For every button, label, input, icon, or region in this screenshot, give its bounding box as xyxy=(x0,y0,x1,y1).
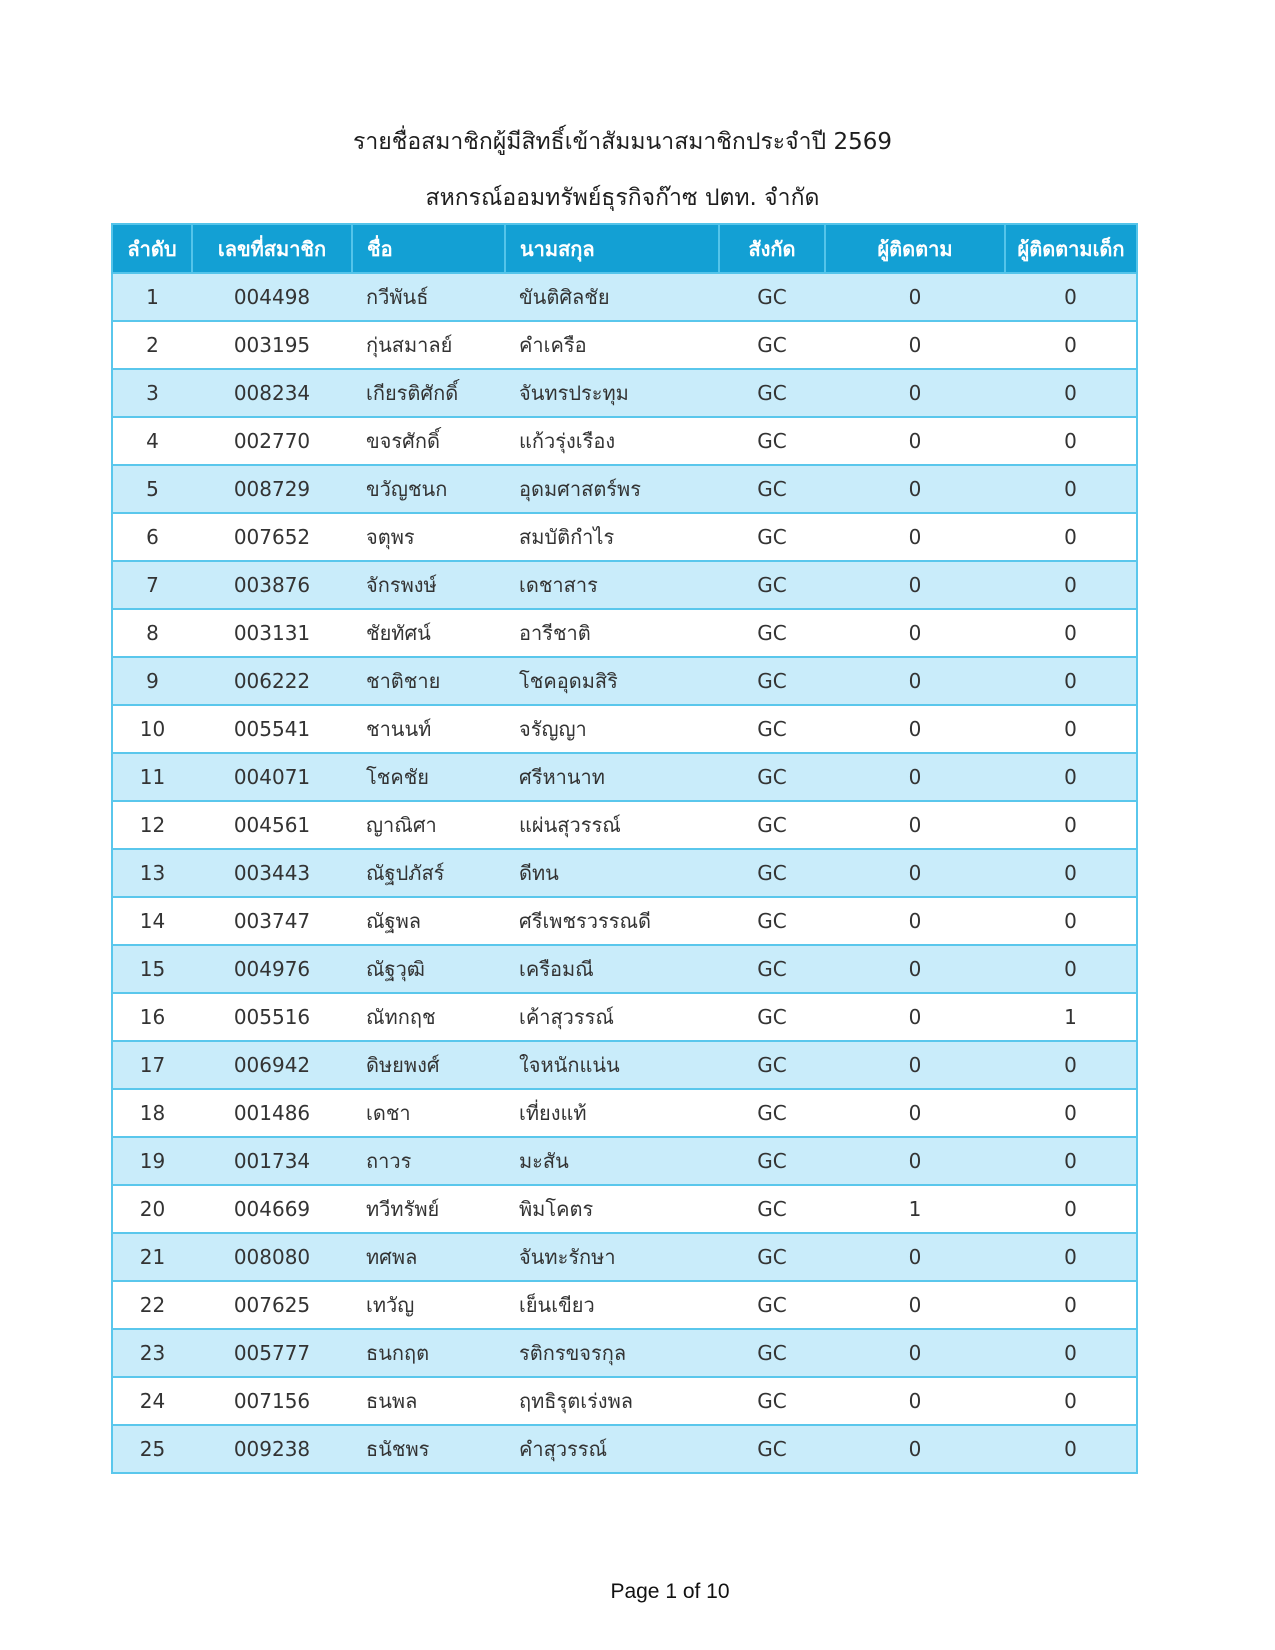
cell-order: 2 xyxy=(112,321,192,369)
header-row xyxy=(112,224,1137,273)
cell-companions: 0 xyxy=(825,1281,1005,1329)
column-header-affiliation: สังกัด xyxy=(719,224,825,273)
cell-child-companions: 0 xyxy=(1005,1425,1137,1473)
cell-affiliation: GC xyxy=(719,705,825,753)
cell-last-name: รติกรขจรกุล xyxy=(505,1329,719,1377)
column-header-last-name: นามสกุล xyxy=(505,224,719,273)
cell-first-name: กุ่นสมาลย์ xyxy=(352,321,505,369)
cell-child-companions: 0 xyxy=(1005,417,1137,465)
table-row xyxy=(112,801,1137,849)
cell-order: 15 xyxy=(112,945,192,993)
table-row xyxy=(112,1329,1137,1377)
cell-order: 9 xyxy=(112,657,192,705)
cell-child-companions: 0 xyxy=(1005,801,1137,849)
cell-affiliation: GC xyxy=(719,609,825,657)
table-row xyxy=(112,705,1137,753)
cell-last-name: พิมโคตร xyxy=(505,1185,719,1233)
cell-first-name: ชานนท์ xyxy=(352,705,505,753)
cell-child-companions: 0 xyxy=(1005,561,1137,609)
cell-order: 17 xyxy=(112,1041,192,1089)
cell-child-companions: 0 xyxy=(1005,1281,1137,1329)
table-row xyxy=(112,369,1137,417)
table-row xyxy=(112,1281,1137,1329)
cell-affiliation: GC xyxy=(719,1041,825,1089)
cell-first-name: เกียรติศักดิ์ xyxy=(352,369,505,417)
table-row xyxy=(112,465,1137,513)
cell-last-name: อารีชาติ xyxy=(505,609,719,657)
cell-affiliation: GC xyxy=(719,1377,825,1425)
cell-first-name: ถาวร xyxy=(352,1137,505,1185)
cell-member-id: 007156 xyxy=(192,1377,352,1425)
cell-companions: 0 xyxy=(825,1329,1005,1377)
cell-companions: 0 xyxy=(825,369,1005,417)
cell-child-companions: 0 xyxy=(1005,369,1137,417)
cell-companions: 0 xyxy=(825,801,1005,849)
cell-order: 22 xyxy=(112,1281,192,1329)
table-row xyxy=(112,1041,1137,1089)
cell-first-name: ทวีทรัพย์ xyxy=(352,1185,505,1233)
cell-member-id: 003195 xyxy=(192,321,352,369)
cell-companions: 0 xyxy=(825,705,1005,753)
cell-affiliation: GC xyxy=(719,321,825,369)
cell-companions: 0 xyxy=(825,657,1005,705)
table-row xyxy=(112,321,1137,369)
cell-companions: 0 xyxy=(825,417,1005,465)
cell-member-id: 008234 xyxy=(192,369,352,417)
cell-affiliation: GC xyxy=(719,1137,825,1185)
cell-last-name: ศรีหานาท xyxy=(505,753,719,801)
cell-child-companions: 0 xyxy=(1005,513,1137,561)
table-row xyxy=(112,417,1137,465)
cell-first-name: ณัทกฤช xyxy=(352,993,505,1041)
cell-affiliation: GC xyxy=(719,1329,825,1377)
cell-order: 24 xyxy=(112,1377,192,1425)
cell-affiliation: GC xyxy=(719,897,825,945)
cell-child-companions: 0 xyxy=(1005,1329,1137,1377)
cell-order: 3 xyxy=(112,369,192,417)
table-row xyxy=(112,1233,1137,1281)
cell-affiliation: GC xyxy=(719,1185,825,1233)
cell-last-name: เดชาสาร xyxy=(505,561,719,609)
cell-affiliation: GC xyxy=(719,465,825,513)
cell-first-name: กวีพันธ์ xyxy=(352,273,505,321)
member-table-container xyxy=(111,223,1136,1474)
cell-last-name: จันทะรักษา xyxy=(505,1233,719,1281)
cell-child-companions: 0 xyxy=(1005,1089,1137,1137)
cell-first-name: ญาณิศา xyxy=(352,801,505,849)
cell-order: 5 xyxy=(112,465,192,513)
cell-first-name: ชาติชาย xyxy=(352,657,505,705)
cell-member-id: 004071 xyxy=(192,753,352,801)
cell-member-id: 007652 xyxy=(192,513,352,561)
cell-child-companions: 0 xyxy=(1005,273,1137,321)
cell-member-id: 003876 xyxy=(192,561,352,609)
cell-last-name: คำเครือ xyxy=(505,321,719,369)
cell-child-companions: 0 xyxy=(1005,897,1137,945)
cell-order: 11 xyxy=(112,753,192,801)
cell-companions: 0 xyxy=(825,753,1005,801)
cell-first-name: ธนพล xyxy=(352,1377,505,1425)
cell-last-name: แก้วรุ่งเรือง xyxy=(505,417,719,465)
cell-member-id: 003131 xyxy=(192,609,352,657)
cell-last-name: สมบัติกำไร xyxy=(505,513,719,561)
cell-companions: 0 xyxy=(825,1233,1005,1281)
cell-order: 21 xyxy=(112,1233,192,1281)
cell-order: 25 xyxy=(112,1425,192,1473)
cell-first-name: ณัฐพล xyxy=(352,897,505,945)
cell-member-id: 001486 xyxy=(192,1089,352,1137)
column-header-first-name: ชื่อ xyxy=(352,224,505,273)
cell-order: 1 xyxy=(112,273,192,321)
column-header-companions: ผู้ติดตาม xyxy=(825,224,1005,273)
cell-affiliation: GC xyxy=(719,417,825,465)
cell-order: 18 xyxy=(112,1089,192,1137)
table-body xyxy=(112,273,1137,1473)
table-row xyxy=(112,849,1137,897)
table-row xyxy=(112,993,1137,1041)
table-row xyxy=(112,1425,1137,1473)
cell-member-id: 004976 xyxy=(192,945,352,993)
table-row xyxy=(112,561,1137,609)
cell-member-id: 004561 xyxy=(192,801,352,849)
table-row xyxy=(112,609,1137,657)
cell-companions: 0 xyxy=(825,465,1005,513)
cell-order: 20 xyxy=(112,1185,192,1233)
cell-order: 8 xyxy=(112,609,192,657)
cell-member-id: 008080 xyxy=(192,1233,352,1281)
cell-child-companions: 1 xyxy=(1005,993,1137,1041)
cell-member-id: 003747 xyxy=(192,897,352,945)
cell-child-companions: 0 xyxy=(1005,705,1137,753)
table-row xyxy=(112,273,1137,321)
cell-first-name: ธนกฤต xyxy=(352,1329,505,1377)
cell-member-id: 001734 xyxy=(192,1137,352,1185)
cell-order: 14 xyxy=(112,897,192,945)
cell-last-name: โชคอุดมสิริ xyxy=(505,657,719,705)
table-header xyxy=(112,224,1137,273)
cell-first-name: ณัฐปภัสร์ xyxy=(352,849,505,897)
cell-member-id: 005541 xyxy=(192,705,352,753)
member-table xyxy=(111,223,1138,1474)
cell-companions: 0 xyxy=(825,849,1005,897)
cell-affiliation: GC xyxy=(719,849,825,897)
cell-affiliation: GC xyxy=(719,753,825,801)
cell-affiliation: GC xyxy=(719,657,825,705)
cell-child-companions: 0 xyxy=(1005,1137,1137,1185)
cell-last-name: เค้าสุวรรณ์ xyxy=(505,993,719,1041)
cell-companions: 1 xyxy=(825,1185,1005,1233)
cell-first-name: เทวัญ xyxy=(352,1281,505,1329)
cell-companions: 0 xyxy=(825,1137,1005,1185)
cell-member-id: 004498 xyxy=(192,273,352,321)
cell-affiliation: GC xyxy=(719,513,825,561)
cell-child-companions: 0 xyxy=(1005,945,1137,993)
cell-affiliation: GC xyxy=(719,1281,825,1329)
cell-companions: 0 xyxy=(825,945,1005,993)
cell-child-companions: 0 xyxy=(1005,1185,1137,1233)
cell-member-id: 003443 xyxy=(192,849,352,897)
table-row xyxy=(112,657,1137,705)
cell-member-id: 005516 xyxy=(192,993,352,1041)
cell-order: 10 xyxy=(112,705,192,753)
cell-companions: 0 xyxy=(825,1089,1005,1137)
table-row xyxy=(112,753,1137,801)
cell-last-name: เครือมณี xyxy=(505,945,719,993)
cell-order: 23 xyxy=(112,1329,192,1377)
cell-companions: 0 xyxy=(825,1041,1005,1089)
cell-member-id: 009238 xyxy=(192,1425,352,1473)
cell-order: 13 xyxy=(112,849,192,897)
cell-last-name: จันทรประทุม xyxy=(505,369,719,417)
cell-affiliation: GC xyxy=(719,1425,825,1473)
cell-member-id: 005777 xyxy=(192,1329,352,1377)
cell-last-name: แผ่นสุวรรณ์ xyxy=(505,801,719,849)
cell-companions: 0 xyxy=(825,561,1005,609)
cell-affiliation: GC xyxy=(719,945,825,993)
page-subtitle: สหกรณ์ออมทรัพย์ธุรกิจก๊าซ ปตท. จำกัด xyxy=(425,185,820,211)
cell-companions: 0 xyxy=(825,609,1005,657)
cell-first-name: ขจรศักดิ์ xyxy=(352,417,505,465)
cell-child-companions: 0 xyxy=(1005,657,1137,705)
cell-affiliation: GC xyxy=(719,1089,825,1137)
cell-affiliation: GC xyxy=(719,1233,825,1281)
cell-affiliation: GC xyxy=(719,801,825,849)
cell-affiliation: GC xyxy=(719,273,825,321)
cell-order: 19 xyxy=(112,1137,192,1185)
cell-member-id: 004669 xyxy=(192,1185,352,1233)
table-row xyxy=(112,1137,1137,1185)
cell-companions: 0 xyxy=(825,1425,1005,1473)
table-row xyxy=(112,513,1137,561)
table-row xyxy=(112,1377,1137,1425)
page-title: รายชื่อสมาชิกผู้มีสิทธิ์เข้าสัมมนาสมาชิกประจำปี 2569 xyxy=(353,129,892,155)
cell-last-name: เย็นเขียว xyxy=(505,1281,719,1329)
cell-order: 12 xyxy=(112,801,192,849)
cell-last-name: ขันติศิลชัย xyxy=(505,273,719,321)
table-row xyxy=(112,945,1137,993)
table-row xyxy=(112,897,1137,945)
column-header-member-id: เลขที่สมาชิก xyxy=(192,224,352,273)
cell-last-name: เที่ยงแท้ xyxy=(505,1089,719,1137)
cell-affiliation: GC xyxy=(719,993,825,1041)
cell-companions: 0 xyxy=(825,321,1005,369)
cell-affiliation: GC xyxy=(719,561,825,609)
cell-companions: 0 xyxy=(825,993,1005,1041)
cell-member-id: 008729 xyxy=(192,465,352,513)
cell-last-name: อุดมศาสตร์พร xyxy=(505,465,719,513)
cell-child-companions: 0 xyxy=(1005,1233,1137,1281)
cell-last-name: จรัญญา xyxy=(505,705,719,753)
cell-affiliation: GC xyxy=(719,369,825,417)
cell-last-name: ดีทน xyxy=(505,849,719,897)
cell-companions: 0 xyxy=(825,1377,1005,1425)
cell-first-name: จักรพงษ์ xyxy=(352,561,505,609)
cell-member-id: 007625 xyxy=(192,1281,352,1329)
cell-order: 16 xyxy=(112,993,192,1041)
cell-child-companions: 0 xyxy=(1005,849,1137,897)
cell-first-name: โชคชัย xyxy=(352,753,505,801)
cell-order: 7 xyxy=(112,561,192,609)
cell-companions: 0 xyxy=(825,273,1005,321)
page-number: Page 1 of 10 xyxy=(610,1580,730,1603)
cell-companions: 0 xyxy=(825,513,1005,561)
cell-order: 4 xyxy=(112,417,192,465)
cell-child-companions: 0 xyxy=(1005,609,1137,657)
cell-last-name: มะสัน xyxy=(505,1137,719,1185)
cell-member-id: 006942 xyxy=(192,1041,352,1089)
cell-last-name: ศรีเพชรวรรณดี xyxy=(505,897,719,945)
cell-first-name: ดิษยพงศ์ xyxy=(352,1041,505,1089)
table-row xyxy=(112,1089,1137,1137)
cell-first-name: เดชา xyxy=(352,1089,505,1137)
cell-order: 6 xyxy=(112,513,192,561)
cell-member-id: 006222 xyxy=(192,657,352,705)
column-header-order: ลำดับ xyxy=(112,224,192,273)
cell-first-name: ณัฐวุฒิ xyxy=(352,945,505,993)
cell-first-name: ทศพล xyxy=(352,1233,505,1281)
cell-first-name: ชัยทัศน์ xyxy=(352,609,505,657)
cell-child-companions: 0 xyxy=(1005,321,1137,369)
cell-first-name: จตุพร xyxy=(352,513,505,561)
cell-child-companions: 0 xyxy=(1005,1041,1137,1089)
cell-member-id: 002770 xyxy=(192,417,352,465)
table-row xyxy=(112,1185,1137,1233)
cell-first-name: ขวัญชนก xyxy=(352,465,505,513)
cell-last-name: ใจหนักแน่น xyxy=(505,1041,719,1089)
cell-companions: 0 xyxy=(825,897,1005,945)
cell-child-companions: 0 xyxy=(1005,465,1137,513)
column-header-child-companions: ผู้ติดตามเด็ก xyxy=(1005,224,1137,273)
cell-last-name: ฤทธิรุตเร่งพล xyxy=(505,1377,719,1425)
cell-last-name: คำสุวรรณ์ xyxy=(505,1425,719,1473)
cell-first-name: ธนัชพร xyxy=(352,1425,505,1473)
cell-child-companions: 0 xyxy=(1005,1377,1137,1425)
cell-child-companions: 0 xyxy=(1005,753,1137,801)
